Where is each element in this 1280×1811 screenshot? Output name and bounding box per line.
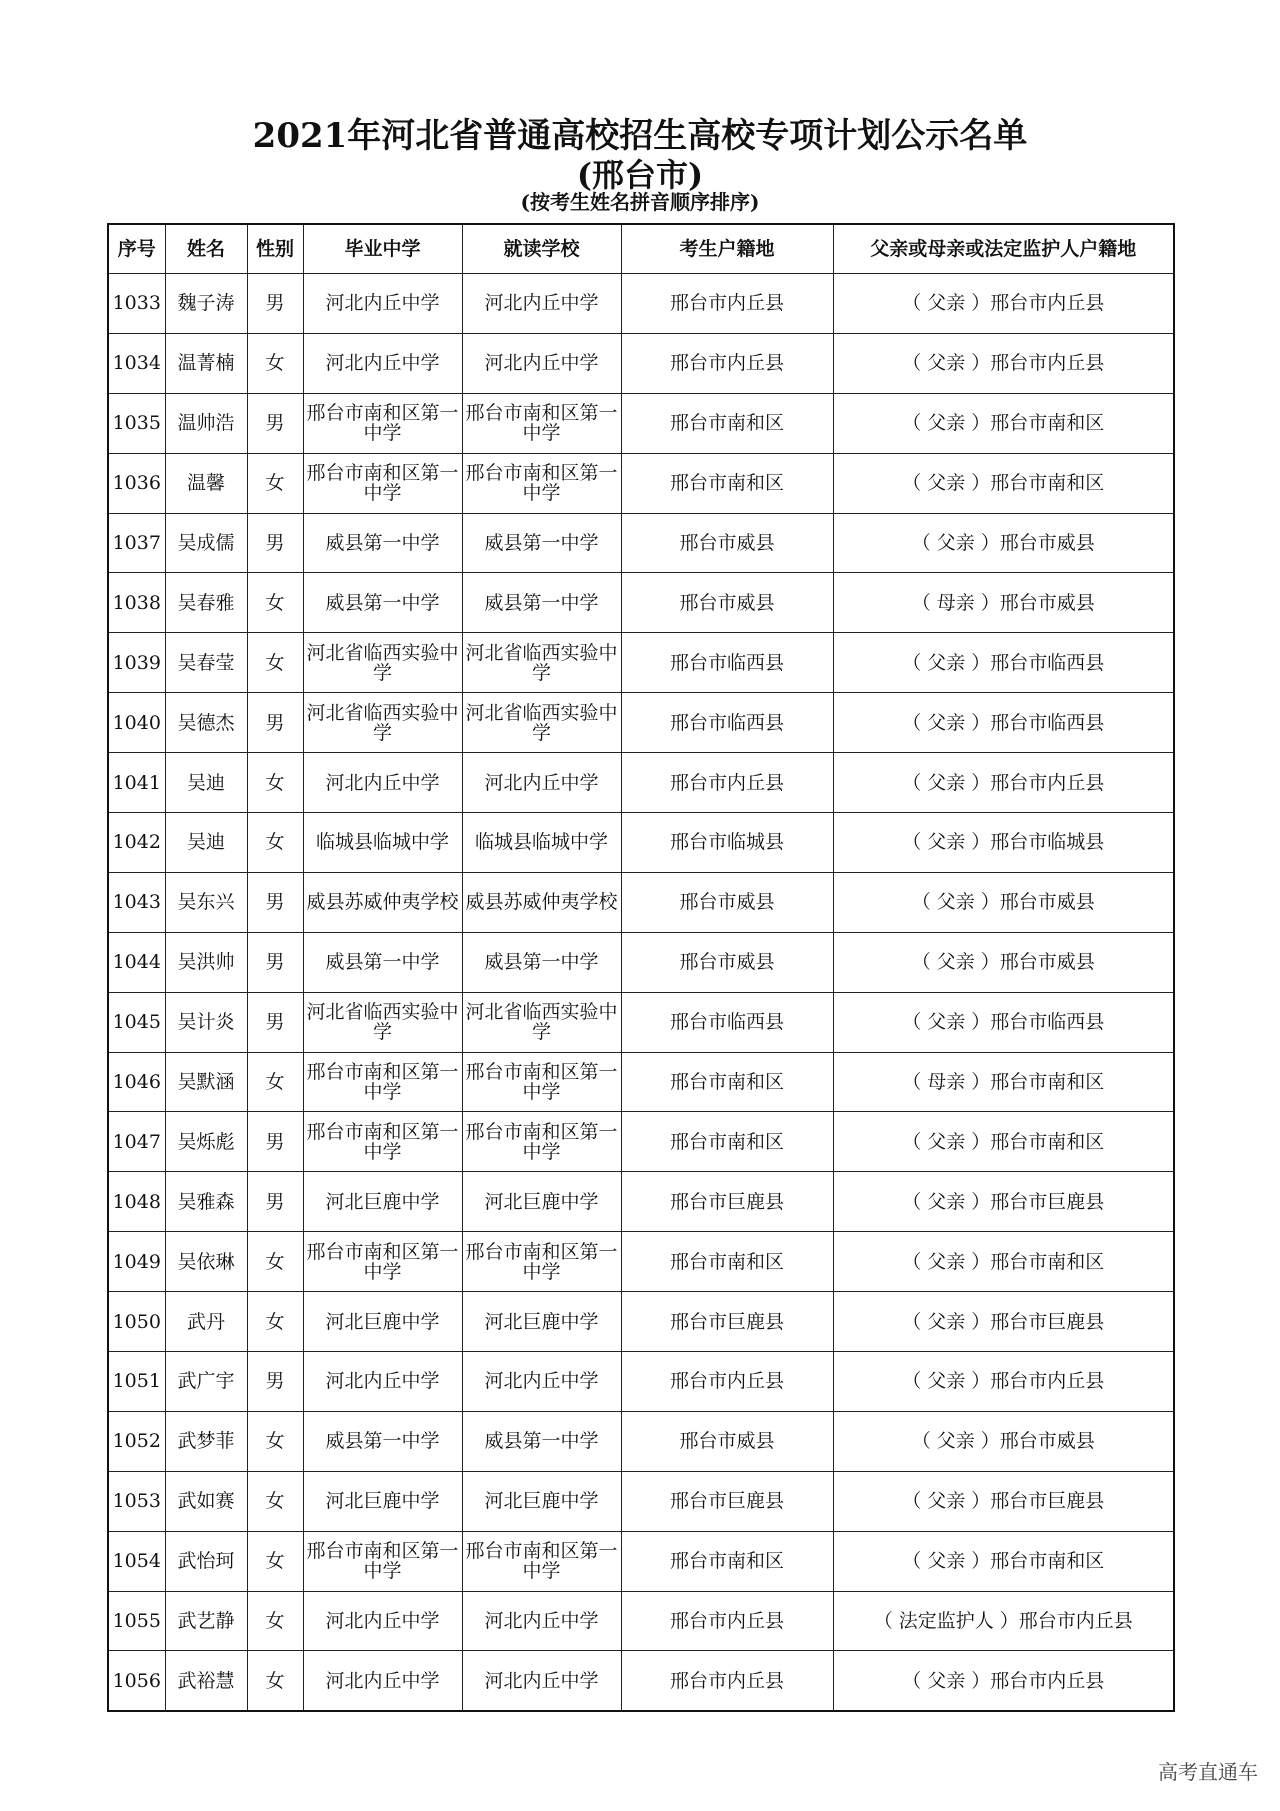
current-school-cell: 河北巨鹿中学 bbox=[462, 1292, 621, 1352]
name-cell: 吴洪帅 bbox=[165, 932, 247, 992]
parent-household-cell: （ 母亲 ）邢台市威县 bbox=[833, 573, 1174, 633]
parent-household-cell: （ 父亲 ）邢台市内丘县 bbox=[833, 1651, 1174, 1711]
household-cell: 邢台市威县 bbox=[621, 573, 833, 633]
serial-cell: 1036 bbox=[108, 453, 165, 513]
table-row bbox=[108, 1352, 1174, 1412]
current-school-cell: 河北巨鹿中学 bbox=[462, 1172, 621, 1232]
serial-cell: 1049 bbox=[108, 1232, 165, 1292]
gender-cell: 女 bbox=[247, 1591, 303, 1651]
household-cell: 邢台市巨鹿县 bbox=[621, 1471, 833, 1531]
parent-household-cell: （ 父亲 ）邢台市内丘县 bbox=[833, 274, 1174, 334]
table-row bbox=[108, 1112, 1174, 1172]
table-row bbox=[108, 813, 1174, 873]
household-cell: 邢台市南和区 bbox=[621, 1531, 833, 1591]
name-cell: 吴成儒 bbox=[165, 513, 247, 573]
gender-cell: 女 bbox=[247, 1531, 303, 1591]
name-cell: 吴春雅 bbox=[165, 573, 247, 633]
table-row bbox=[108, 992, 1174, 1052]
table-row bbox=[108, 1172, 1174, 1232]
household-cell: 邢台市南和区 bbox=[621, 453, 833, 513]
serial-cell: 1044 bbox=[108, 932, 165, 992]
serial-cell: 1035 bbox=[108, 393, 165, 453]
serial-cell: 1033 bbox=[108, 274, 165, 334]
current-school-cell: 威县第一中学 bbox=[462, 573, 621, 633]
household-cell: 邢台市临城县 bbox=[621, 813, 833, 873]
household-cell: 邢台市内丘县 bbox=[621, 1352, 833, 1412]
graduation-school-cell: 河北巨鹿中学 bbox=[303, 1292, 462, 1352]
parent-household-cell: （ 父亲 ）邢台市南和区 bbox=[833, 453, 1174, 513]
column-header: 考生户籍地 bbox=[621, 224, 833, 274]
name-cell: 武丹 bbox=[165, 1292, 247, 1352]
household-cell: 邢台市南和区 bbox=[621, 1112, 833, 1172]
serial-cell: 1050 bbox=[108, 1292, 165, 1352]
parent-household-cell: （ 父亲 ）邢台市威县 bbox=[833, 872, 1174, 932]
parent-household-cell: （ 法定监护人 ）邢台市内丘县 bbox=[833, 1591, 1174, 1651]
current-school-cell: 河北内丘中学 bbox=[462, 333, 621, 393]
household-cell: 邢台市巨鹿县 bbox=[621, 1172, 833, 1232]
parent-household-cell: （ 父亲 ）邢台市巨鹿县 bbox=[833, 1471, 1174, 1531]
watermark-text: 高考直通车 bbox=[1158, 1760, 1258, 1784]
name-cell: 武梦菲 bbox=[165, 1411, 247, 1471]
graduation-school-cell: 河北内丘中学 bbox=[303, 333, 462, 393]
serial-cell: 1051 bbox=[108, 1352, 165, 1412]
gender-cell: 女 bbox=[247, 1052, 303, 1112]
sort-note: (按考生姓名拼音顺序排序) bbox=[520, 190, 760, 214]
gender-cell: 男 bbox=[247, 872, 303, 932]
household-cell: 邢台市威县 bbox=[621, 872, 833, 932]
table-row bbox=[108, 393, 1174, 453]
parent-household-cell: （ 父亲 ）邢台市巨鹿县 bbox=[833, 1172, 1174, 1232]
serial-cell: 1037 bbox=[108, 513, 165, 573]
parent-household-cell: （ 父亲 ）邢台市威县 bbox=[833, 1411, 1174, 1471]
table-row bbox=[108, 513, 1174, 573]
parent-household-cell: （ 父亲 ）邢台市南和区 bbox=[833, 393, 1174, 453]
graduation-school-cell: 河北巨鹿中学 bbox=[303, 1471, 462, 1531]
parent-household-cell: （ 父亲 ）邢台市临城县 bbox=[833, 813, 1174, 873]
current-school-cell: 河北省临西实验中学 bbox=[462, 693, 621, 753]
name-cell: 吴春莹 bbox=[165, 633, 247, 693]
graduation-school-cell: 威县第一中学 bbox=[303, 1411, 462, 1471]
household-cell: 邢台市临西县 bbox=[621, 693, 833, 753]
name-cell: 武裕慧 bbox=[165, 1651, 247, 1711]
gender-cell: 男 bbox=[247, 932, 303, 992]
graduation-school-cell: 河北内丘中学 bbox=[303, 274, 462, 334]
gender-cell: 男 bbox=[247, 1352, 303, 1412]
serial-cell: 1040 bbox=[108, 693, 165, 753]
current-school-cell: 邢台市南和区第一中学 bbox=[462, 453, 621, 513]
current-school-cell: 临城县临城中学 bbox=[462, 813, 621, 873]
gender-cell: 男 bbox=[247, 1172, 303, 1232]
roster-table bbox=[107, 223, 1175, 1712]
serial-cell: 1054 bbox=[108, 1531, 165, 1591]
column-header: 序号 bbox=[108, 224, 165, 274]
name-cell: 吴依琳 bbox=[165, 1232, 247, 1292]
current-school-cell: 河北内丘中学 bbox=[462, 1591, 621, 1651]
gender-cell: 女 bbox=[247, 813, 303, 873]
household-cell: 邢台市巨鹿县 bbox=[621, 1292, 833, 1352]
name-cell: 吴迪 bbox=[165, 813, 247, 873]
graduation-school-cell: 河北内丘中学 bbox=[303, 753, 462, 813]
table-header-row bbox=[108, 224, 1174, 274]
serial-cell: 1048 bbox=[108, 1172, 165, 1232]
serial-cell: 1055 bbox=[108, 1591, 165, 1651]
current-school-cell: 河北内丘中学 bbox=[462, 274, 621, 334]
serial-cell: 1045 bbox=[108, 992, 165, 1052]
current-school-cell: 邢台市南和区第一中学 bbox=[462, 1052, 621, 1112]
table-row bbox=[108, 872, 1174, 932]
household-cell: 邢台市南和区 bbox=[621, 393, 833, 453]
column-header: 性别 bbox=[247, 224, 303, 274]
current-school-cell: 威县第一中学 bbox=[462, 513, 621, 573]
column-header: 父亲或母亲或法定监护人户籍地 bbox=[833, 224, 1174, 274]
gender-cell: 男 bbox=[247, 693, 303, 753]
household-cell: 邢台市南和区 bbox=[621, 1052, 833, 1112]
serial-cell: 1047 bbox=[108, 1112, 165, 1172]
gender-cell: 女 bbox=[247, 333, 303, 393]
graduation-school-cell: 威县第一中学 bbox=[303, 932, 462, 992]
table-row bbox=[108, 1471, 1174, 1531]
name-cell: 吴默涵 bbox=[165, 1052, 247, 1112]
serial-cell: 1038 bbox=[108, 573, 165, 633]
current-school-cell: 威县第一中学 bbox=[462, 1411, 621, 1471]
table-row bbox=[108, 753, 1174, 813]
name-cell: 吴东兴 bbox=[165, 872, 247, 932]
parent-household-cell: （ 父亲 ）邢台市威县 bbox=[833, 932, 1174, 992]
household-cell: 邢台市南和区 bbox=[621, 1232, 833, 1292]
graduation-school-cell: 河北巨鹿中学 bbox=[303, 1172, 462, 1232]
household-cell: 邢台市威县 bbox=[621, 513, 833, 573]
page-subtitle: (邢台市) bbox=[576, 156, 704, 194]
parent-household-cell: （ 父亲 ）邢台市南和区 bbox=[833, 1232, 1174, 1292]
graduation-school-cell: 河北省临西实验中学 bbox=[303, 633, 462, 693]
graduation-school-cell: 威县第一中学 bbox=[303, 573, 462, 633]
graduation-school-cell: 河北内丘中学 bbox=[303, 1591, 462, 1651]
serial-cell: 1056 bbox=[108, 1651, 165, 1711]
parent-household-cell: （ 父亲 ）邢台市内丘县 bbox=[833, 333, 1174, 393]
serial-cell: 1046 bbox=[108, 1052, 165, 1112]
parent-household-cell: （ 父亲 ）邢台市内丘县 bbox=[833, 1352, 1174, 1412]
gender-cell: 男 bbox=[247, 992, 303, 1052]
gender-cell: 女 bbox=[247, 1232, 303, 1292]
name-cell: 吴烁彪 bbox=[165, 1112, 247, 1172]
serial-cell: 1039 bbox=[108, 633, 165, 693]
graduation-school-cell: 邢台市南和区第一中学 bbox=[303, 1232, 462, 1292]
graduation-school-cell: 河北省临西实验中学 bbox=[303, 693, 462, 753]
gender-cell: 女 bbox=[247, 573, 303, 633]
parent-household-cell: （ 父亲 ）邢台市临西县 bbox=[833, 992, 1174, 1052]
gender-cell: 男 bbox=[247, 274, 303, 334]
gender-cell: 女 bbox=[247, 633, 303, 693]
gender-cell: 男 bbox=[247, 393, 303, 453]
column-header: 就读学校 bbox=[462, 224, 621, 274]
graduation-school-cell: 邢台市南和区第一中学 bbox=[303, 393, 462, 453]
table-row bbox=[108, 1052, 1174, 1112]
household-cell: 邢台市内丘县 bbox=[621, 1591, 833, 1651]
current-school-cell: 邢台市南和区第一中学 bbox=[462, 1112, 621, 1172]
gender-cell: 男 bbox=[247, 513, 303, 573]
current-school-cell: 河北省临西实验中学 bbox=[462, 992, 621, 1052]
table-row bbox=[108, 693, 1174, 753]
table-row bbox=[108, 453, 1174, 513]
current-school-cell: 河北省临西实验中学 bbox=[462, 633, 621, 693]
household-cell: 邢台市内丘县 bbox=[621, 1651, 833, 1711]
name-cell: 吴雅森 bbox=[165, 1172, 247, 1232]
gender-cell: 女 bbox=[247, 1651, 303, 1711]
household-cell: 邢台市威县 bbox=[621, 932, 833, 992]
name-cell: 吴德杰 bbox=[165, 693, 247, 753]
table-row bbox=[108, 1591, 1174, 1651]
household-cell: 邢台市临西县 bbox=[621, 992, 833, 1052]
graduation-school-cell: 邢台市南和区第一中学 bbox=[303, 453, 462, 513]
graduation-school-cell: 威县第一中学 bbox=[303, 513, 462, 573]
parent-household-cell: （ 父亲 ）邢台市临西县 bbox=[833, 693, 1174, 753]
current-school-cell: 威县第一中学 bbox=[462, 932, 621, 992]
parent-household-cell: （ 父亲 ）邢台市威县 bbox=[833, 513, 1174, 573]
household-cell: 邢台市威县 bbox=[621, 1411, 833, 1471]
name-cell: 吴迪 bbox=[165, 753, 247, 813]
graduation-school-cell: 邢台市南和区第一中学 bbox=[303, 1052, 462, 1112]
gender-cell: 女 bbox=[247, 1292, 303, 1352]
household-cell: 邢台市临西县 bbox=[621, 633, 833, 693]
serial-cell: 1043 bbox=[108, 872, 165, 932]
name-cell: 吴计炎 bbox=[165, 992, 247, 1052]
current-school-cell: 河北内丘中学 bbox=[462, 753, 621, 813]
gender-cell: 女 bbox=[247, 753, 303, 813]
current-school-cell: 威县苏威仲夷学校 bbox=[462, 872, 621, 932]
name-cell: 魏子涛 bbox=[165, 274, 247, 334]
graduation-school-cell: 邢台市南和区第一中学 bbox=[303, 1112, 462, 1172]
graduation-school-cell: 临城县临城中学 bbox=[303, 813, 462, 873]
column-header: 姓名 bbox=[165, 224, 247, 274]
graduation-school-cell: 河北内丘中学 bbox=[303, 1651, 462, 1711]
table-row bbox=[108, 633, 1174, 693]
table-row bbox=[108, 1651, 1174, 1711]
table-row bbox=[108, 1411, 1174, 1471]
parent-household-cell: （ 母亲 ）邢台市南和区 bbox=[833, 1052, 1174, 1112]
gender-cell: 女 bbox=[247, 1471, 303, 1531]
parent-household-cell: （ 父亲 ）邢台市巨鹿县 bbox=[833, 1292, 1174, 1352]
gender-cell: 男 bbox=[247, 1112, 303, 1172]
current-school-cell: 邢台市南和区第一中学 bbox=[462, 1531, 621, 1591]
graduation-school-cell: 河北内丘中学 bbox=[303, 1352, 462, 1412]
parent-household-cell: （ 父亲 ）邢台市南和区 bbox=[833, 1531, 1174, 1591]
household-cell: 邢台市内丘县 bbox=[621, 753, 833, 813]
name-cell: 武如赛 bbox=[165, 1471, 247, 1531]
gender-cell: 女 bbox=[247, 453, 303, 513]
graduation-school-cell: 河北省临西实验中学 bbox=[303, 992, 462, 1052]
name-cell: 温帅浩 bbox=[165, 393, 247, 453]
table-row bbox=[108, 932, 1174, 992]
name-cell: 武怡珂 bbox=[165, 1531, 247, 1591]
current-school-cell: 邢台市南和区第一中学 bbox=[462, 1232, 621, 1292]
name-cell: 武广宇 bbox=[165, 1352, 247, 1412]
column-header: 毕业中学 bbox=[303, 224, 462, 274]
gender-cell: 女 bbox=[247, 1411, 303, 1471]
serial-cell: 1034 bbox=[108, 333, 165, 393]
table-row bbox=[108, 274, 1174, 334]
table-row bbox=[108, 1232, 1174, 1292]
table-row bbox=[108, 1292, 1174, 1352]
table-row bbox=[108, 1531, 1174, 1591]
serial-cell: 1053 bbox=[108, 1471, 165, 1531]
parent-household-cell: （ 父亲 ）邢台市南和区 bbox=[833, 1112, 1174, 1172]
name-cell: 温菁楠 bbox=[165, 333, 247, 393]
graduation-school-cell: 邢台市南和区第一中学 bbox=[303, 1531, 462, 1591]
household-cell: 邢台市内丘县 bbox=[621, 274, 833, 334]
name-cell: 武艺静 bbox=[165, 1591, 247, 1651]
page-title: 2021年河北省普通高校招生高校专项计划公示名单 bbox=[252, 116, 1028, 156]
parent-household-cell: （ 父亲 ）邢台市临西县 bbox=[833, 633, 1174, 693]
table-row bbox=[108, 333, 1174, 393]
table-row bbox=[108, 573, 1174, 633]
serial-cell: 1041 bbox=[108, 753, 165, 813]
graduation-school-cell: 威县苏威仲夷学校 bbox=[303, 872, 462, 932]
current-school-cell: 河北内丘中学 bbox=[462, 1352, 621, 1412]
current-school-cell: 河北巨鹿中学 bbox=[462, 1471, 621, 1531]
current-school-cell: 河北内丘中学 bbox=[462, 1651, 621, 1711]
serial-cell: 1042 bbox=[108, 813, 165, 873]
name-cell: 温馨 bbox=[165, 453, 247, 513]
serial-cell: 1052 bbox=[108, 1411, 165, 1471]
parent-household-cell: （ 父亲 ）邢台市内丘县 bbox=[833, 753, 1174, 813]
current-school-cell: 邢台市南和区第一中学 bbox=[462, 393, 621, 453]
household-cell: 邢台市内丘县 bbox=[621, 333, 833, 393]
